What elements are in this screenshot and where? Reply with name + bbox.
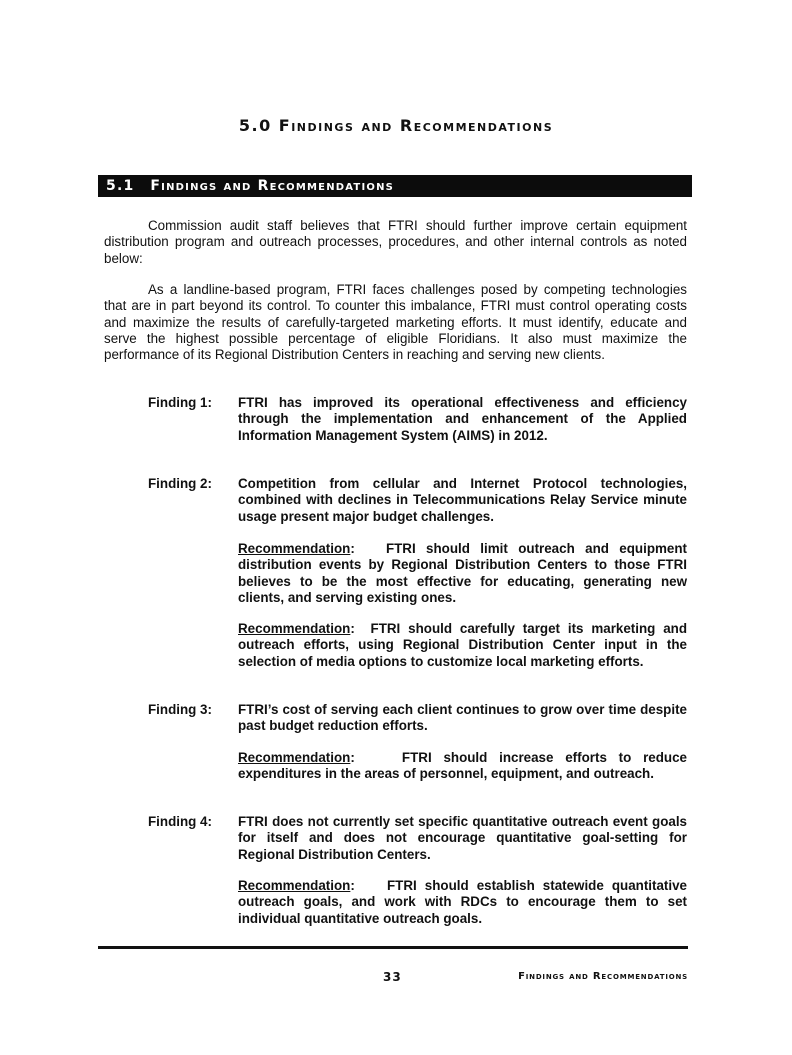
footer-divider (98, 946, 688, 949)
intro-paragraph-text: Commission audit staff believes that FTRI should further improve certain equipment distribution program and outreach processes, procedures, and other internal controls as noted below: (104, 218, 687, 266)
finding-label: Finding 1: (148, 395, 212, 410)
recommendation-text: FTRI should limit outreach and equipment distribution events by Regional Distribution Centers to those FTRI believes to be the most effective for educating, generating new clients, and serving existing ones. (238, 541, 687, 605)
finding-label: Finding 2: (148, 476, 212, 491)
section-number: 5.1 (106, 178, 135, 194)
recommendation-label: Recommendation (238, 878, 351, 893)
finding-label: Finding 4: (148, 814, 212, 829)
recommendation: Recommendation: FTRI should carefully target its marketing and outreach efforts, using Regional Distribution Center input in the selection of media options to customize local marketing efforts. (238, 621, 687, 669)
recommendation-text: FTRI should carefully target its marketing and outreach efforts, using Regional Distribution Center input in the selection of media options to customize local marketing efforts. (238, 621, 687, 669)
recommendation-label: Recommendation (238, 541, 351, 556)
finding-text: FTRI has improved its operational effectiveness and efficiency through the implementation and enhancement of the Applied Information Management System (AIMS) in 2012. (238, 395, 687, 443)
footer-title: Findings and Recommendations (518, 971, 688, 982)
page-number: 33 (383, 970, 402, 984)
recommendation: Recommendation: FTRI should increase efforts to reduce expenditures in the areas of personnel, equipment, and outreach. (238, 750, 687, 782)
recommendation: Recommendation: FTRI should limit outreach and equipment distribution events by Regional Distribution Centers to those FTRI believes to be the most effective for educating, generating new clients, and serving existing ones. (238, 541, 687, 605)
finding-text: FTRI’s cost of serving each client continues to grow over time despite past budget reduction efforts. (238, 702, 687, 734)
finding-text: Competition from cellular and Internet Protocol technologies, combined with declines in Telecommunications Relay Service minute usage present major budget challenges. (238, 476, 687, 524)
recommendation-text: FTRI should establish statewide quantitative outreach goals, and work with RDCs to encourage them to set individual quantitative outreach goals. (238, 878, 687, 926)
finding-text: FTRI does not currently set specific quantitative outreach event goals for itself and does not encourage quantitative goal-setting for Regional Distribution Centers. (238, 814, 687, 862)
recommendation-label: Recommendation (238, 750, 351, 765)
recommendation-label: Recommendation (238, 621, 351, 636)
context-paragraph-text: As a landline-based program, FTRI faces challenges posed by competing technologies that are in part beyond its control. To counter this imbalance, FTRI must control operating costs and maximize the results of carefully-targeted marketing efforts. It must identify, educate and serve the highest possible percentage of eligible Floridians. It also must maximize the performance of its Regional Distribution Centers in reaching and serving new clients. (104, 282, 687, 363)
page-title: 5.0 Findings and Recommendations (238, 116, 554, 135)
recommendation-text: FTRI should increase efforts to reduce expenditures in the areas of personnel, equipment, and outreach. (238, 750, 687, 782)
section-header-bar (98, 175, 692, 197)
finding-label: Finding 3: (148, 702, 212, 717)
recommendation: Recommendation: FTRI should establish statewide quantitative outreach goals, and work with RDCs to encourage them to set individual quantitative outreach goals. (238, 878, 687, 926)
context-paragraph (104, 282, 687, 363)
section-title: Findings and Recommendations (150, 178, 395, 194)
intro-paragraph (104, 218, 687, 267)
